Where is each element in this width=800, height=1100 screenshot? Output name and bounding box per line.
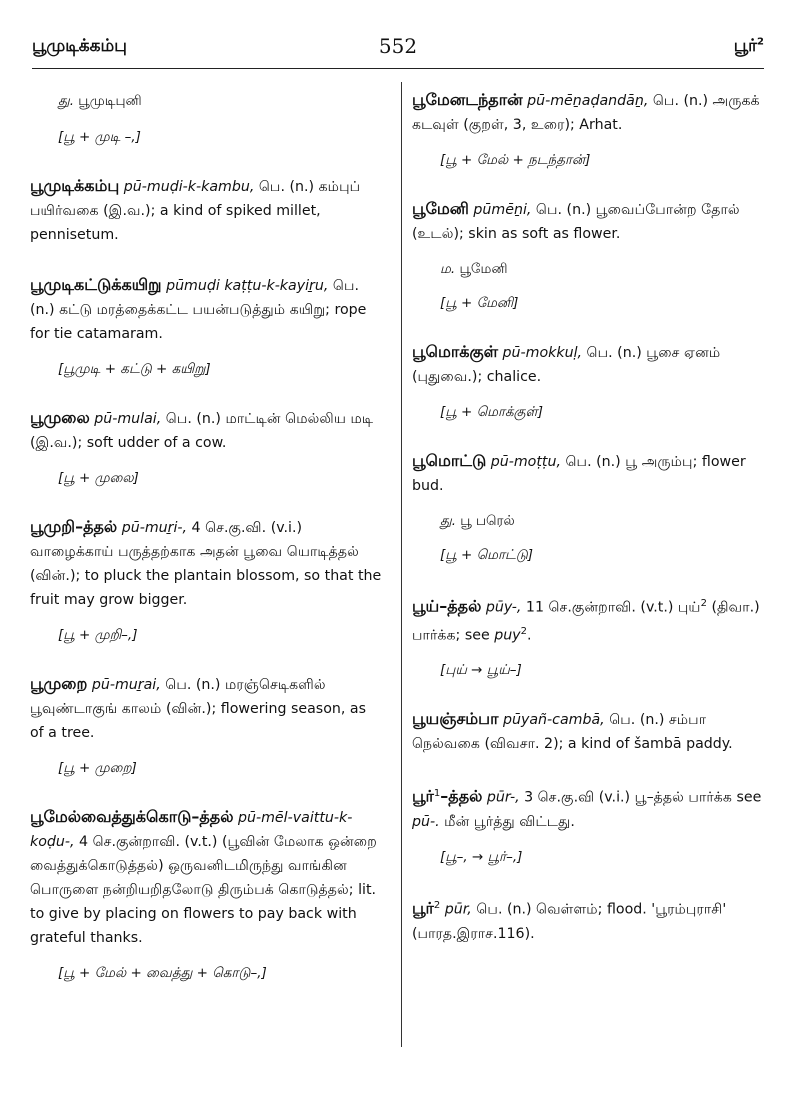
dictionary-entry: [30, 515, 382, 646]
right-column: [412, 88, 768, 946]
definition-end: .: [526, 627, 532, 644]
running-head-right-word: பூர்: [733, 36, 758, 56]
transliteration: pū-mēṉaḍandāṉ,: [527, 93, 649, 109]
headword: பூமுடிக்கம்பு: [30, 176, 120, 195]
dictionary-entry: [412, 782, 768, 868]
definition: 4 செ.கு.வி. (v.i.) வாழைக்காய் பருத்தற்காக அதன் பூவை யொடித்தல் (வின்.); to pluck the plantain blossom, so that the fruit may grow bigger.: [30, 520, 382, 608]
cross-reference: puy: [494, 627, 521, 644]
transliteration: pū-mēl-vaittu-k-koḍu-,: [30, 810, 353, 850]
cognate: [30, 90, 382, 112]
headword: பூய்–த்தல்: [412, 596, 482, 616]
cross-reference: pū-.: [412, 814, 440, 831]
etymology: [பூ + மொக்குள்]: [440, 404, 544, 420]
headword: பூமேல்வைத்துக்கொடு–த்தல்: [30, 807, 234, 826]
definition: 4 செ.குன்றாவி. (v.t.) (பூவின் மேலாக ஒன்றை வைத்துக்கொடுத்தல்) ஒருவனிடமிருந்து வாங்கின பொருளை நன்றியறிதலோடு திரும்பக் கொடுத்தல்; lit. to give by placing on flowers to pay back with grateful thanks.: [30, 834, 377, 946]
dictionary-entry: [412, 707, 768, 756]
headword-suffix: –த்தல்: [440, 787, 483, 807]
etymology: [பூ + மொட்டு]: [440, 547, 534, 563]
definition: பெ. (n.) கட்டு மரத்தைக்கட்ட பயன்படுத்தும் கயிறு; rope for tie catamaram.: [30, 278, 367, 342]
headword-superscript: 2: [433, 900, 441, 912]
headword: பூமுறை: [30, 674, 88, 693]
running-head-left: பூமுடிக்கம்பு: [32, 36, 127, 56]
definition: பெ. (n.) கம்புப் பயிர்வகை (இ.வ.); a kind of spiked millet, pennisetum.: [30, 179, 361, 243]
definition: பெ. (n.) மரஞ்செடிகளில் பூவுண்டாகுங் காலம் (வின்.); flowering season, as of a tree.: [30, 677, 366, 741]
etymology: [பூ + மேல் + நடந்தான்]: [440, 152, 591, 168]
dictionary-entry: [412, 197, 768, 314]
etymology: [பூ + முறை]: [58, 760, 137, 776]
definition-cont: மீன் பூர்த்து விட்டது.: [439, 814, 575, 831]
header-rule: [32, 68, 764, 69]
transliteration: pūyañ-cambā,: [502, 712, 605, 729]
transliteration: pū-mokkuḷ,: [502, 345, 583, 361]
transliteration: pūy-,: [485, 599, 522, 616]
etymology: [பூ–, → பூர்–,]: [440, 849, 523, 866]
definition: பெ. (n.) பூவைப்போன்ற தோல் (உடல்); skin as soft as flower.: [412, 202, 740, 242]
definition: பெ. (n.) பூ அரும்பு; flower bud.: [412, 454, 746, 494]
cognate: [412, 258, 768, 280]
headword: பூமுறி–த்தல்: [30, 517, 118, 536]
headword: பூமுடிகட்டுக்கயிறு: [30, 275, 162, 294]
dictionary-entry: [30, 406, 382, 489]
dictionary-entry: [412, 340, 768, 423]
transliteration: pūr,: [444, 901, 472, 918]
definition: பெ. (n.) அருகக் கடவுள் (குறள், 3, உரை); Arhat.: [412, 93, 760, 133]
left-column: [30, 88, 382, 984]
headword: பூமொக்குள்: [412, 342, 499, 361]
etymology: [பூமுடி + கட்டு + கயிறு]: [58, 361, 211, 377]
dictionary-entry: [30, 273, 382, 380]
headword: பூர்: [412, 787, 434, 807]
transliteration: pūr-,: [486, 790, 520, 807]
dictionary-entry: [30, 672, 382, 779]
etymology: [பூ + மேல் + வைத்து + கொடு–,]: [58, 965, 267, 981]
definition: பெ. (n.) பூசை ஏனம் (புதுவை.); chalice.: [412, 345, 721, 385]
dictionary-entry: [412, 88, 768, 171]
etymology: [பூ + மேனி]: [440, 295, 519, 311]
etymology: [பூ + முடி –,]: [58, 129, 141, 145]
superscript: 2: [700, 598, 707, 609]
headword: பூமொட்டு: [412, 451, 487, 470]
definition: 3 செ.கு.வி (v.i.) பூ–த்தல் பார்க்க see: [519, 790, 762, 807]
headword: பூமேனடந்தான்: [412, 90, 523, 109]
running-head-right: [734, 36, 764, 58]
entry-continuation: [30, 90, 382, 148]
transliteration: pūmuḍi kaṭṭu-k-kayiṟu,: [166, 278, 329, 294]
cognate-language: து.: [58, 93, 74, 109]
headword: பூர்: [412, 898, 434, 918]
cognate-language: ம.: [440, 261, 456, 277]
dictionary-entry: [412, 592, 768, 681]
definition: 11 செ.குன்றாவி. (v.t.) புய்: [521, 599, 701, 616]
transliteration: pū-moṭṭu,: [490, 454, 561, 470]
transliteration: pūmēṉi,: [473, 202, 532, 218]
headword: பூமேனி: [412, 199, 469, 218]
cognate-word: பூமுடிபுனி: [78, 93, 142, 109]
headword-superscript: 1: [433, 788, 441, 800]
superscript: 2: [520, 625, 527, 637]
running-head-right-sup: 2: [757, 36, 764, 48]
cognate-word: பூ பரெல்: [460, 513, 515, 529]
column-divider: [401, 82, 402, 1047]
definition: பெ. (n.) வெள்ளம்; flood. 'பூரம்புராசி' (பாரத.இராச.116).: [412, 901, 727, 942]
dictionary-entry: [412, 894, 768, 946]
cognate-language: து.: [440, 513, 456, 529]
dictionary-entry: [30, 805, 382, 984]
headword: பூமுலை: [30, 408, 90, 427]
etymology: [பூ + முலை]: [58, 470, 139, 486]
transliteration: pū-muḍi-k-kambu,: [123, 179, 255, 195]
page-number: 552: [378, 34, 418, 58]
transliteration: pū-muṟai,: [91, 677, 161, 693]
headword: பூயஞ்சம்பா: [412, 709, 499, 729]
cognate-word: பூமேனி: [459, 261, 508, 277]
definition-cont: (திவா.) பார்க்க; see: [412, 599, 760, 644]
etymology: [புய் → பூய்–]: [440, 662, 522, 679]
definition: பெ. (n.) சம்பா நெல்வகை (விவசா. 2); a kind of šambā paddy.: [412, 712, 733, 753]
dictionary-entry: [30, 174, 382, 247]
dictionary-entry: [412, 449, 768, 566]
definition: பெ. (n.) மாட்டின் மெல்லிய மடி (இ.வ.); soft udder of a cow.: [30, 411, 374, 451]
transliteration: pū-mulai,: [94, 411, 162, 427]
cognate: [412, 510, 768, 532]
transliteration: pū-muṟi-,: [121, 520, 188, 536]
etymology: [பூ + முறி–,]: [58, 627, 138, 643]
page-header: [32, 30, 764, 70]
